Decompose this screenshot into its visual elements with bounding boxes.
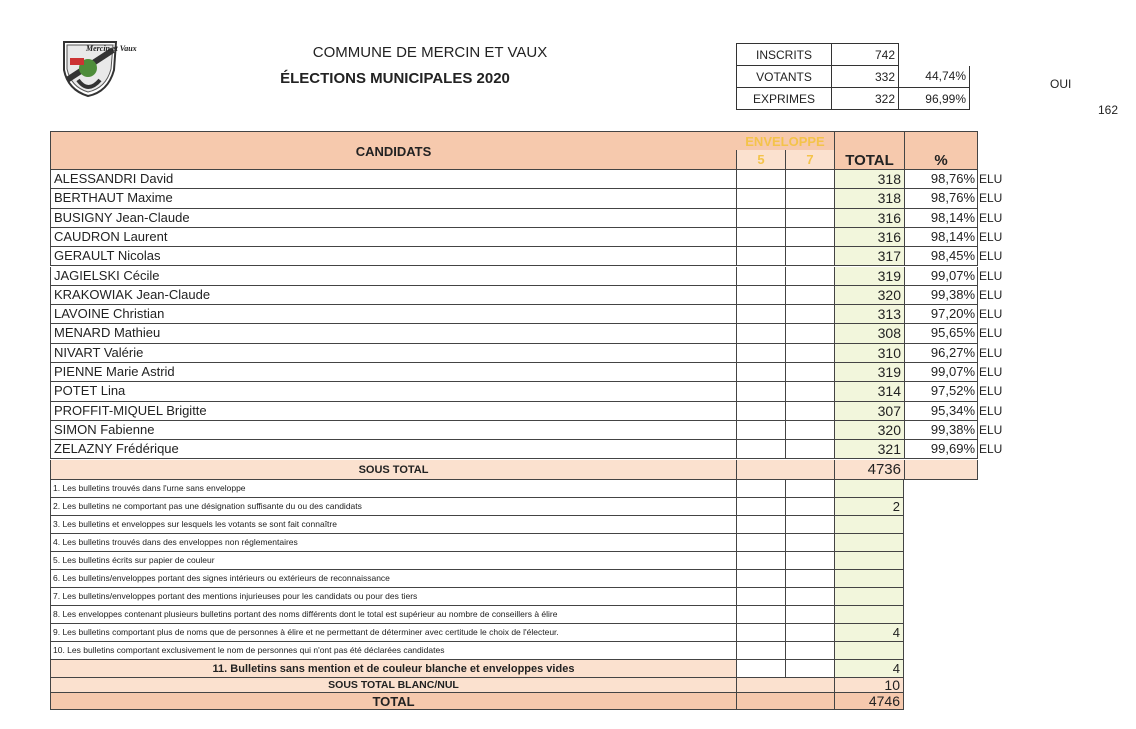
enveloppe-7-cell — [785, 402, 834, 421]
blanc-label: 11. Bulletins sans mention et de couleur blanche et enveloppes vides — [50, 660, 736, 678]
inscrits-label: INSCRITS — [737, 44, 832, 66]
candidate-total: 316 — [834, 209, 904, 228]
sous-total-env — [736, 460, 834, 480]
nul-reason-value: 4 — [834, 624, 904, 642]
nul-reason-value — [834, 588, 904, 606]
candidate-name: PIENNE Marie Astrid — [50, 363, 736, 382]
candidate-total: 307 — [834, 402, 904, 421]
oui-value: 162 — [1098, 103, 1119, 117]
enveloppe-7-cell — [785, 421, 834, 440]
sous-total-label: SOUS TOTAL — [50, 460, 736, 480]
candidate-status: ELU — [979, 384, 1003, 399]
candidate-status: ELU — [979, 403, 1003, 418]
sous-total-blanc-label: SOUS TOTAL BLANC/NUL — [50, 678, 736, 693]
nul-reason-label: 1. Les bulletins trouvés dans l'urne sans enveloppe — [50, 480, 736, 498]
nul-env-7 — [785, 624, 834, 642]
candidate-status: ELU — [979, 345, 1003, 360]
exprimes-value: 322 — [832, 88, 899, 110]
enveloppe-7-cell — [785, 305, 834, 324]
candidate-pct: 99,07% — [904, 363, 978, 382]
enveloppe-7-cell — [785, 170, 834, 189]
summary-row-votants — [737, 66, 970, 88]
nul-reason-value — [834, 516, 904, 534]
candidate-name: ZELAZNY Frédérique — [50, 440, 736, 459]
sous-total-value: 4736 — [834, 460, 904, 480]
enveloppe-5-cell — [736, 247, 785, 266]
candidate-status: ELU — [979, 307, 1003, 322]
candidate-total: 320 — [834, 286, 904, 305]
candidate-status: ELU — [979, 422, 1003, 437]
summary-row-exprimes — [737, 88, 970, 110]
exprimes-label: EXPRIMES — [737, 88, 832, 110]
enveloppe-7-cell — [785, 382, 834, 401]
candidate-name: LAVOINE Christian — [50, 305, 736, 324]
logo-text: Mercin et Vaux — [86, 44, 137, 53]
candidate-pct: 99,38% — [904, 286, 978, 305]
candidate-pct: 99,38% — [904, 421, 978, 440]
candidate-pct: 98,76% — [904, 189, 978, 208]
enveloppe-5-cell — [736, 421, 785, 440]
enveloppe-7-cell — [785, 324, 834, 343]
nul-env-5 — [736, 606, 785, 624]
candidate-name: KRAKOWIAK Jean-Claude — [50, 286, 736, 305]
candidate-total: 321 — [834, 440, 904, 459]
nul-reason-label: 8. Les enveloppes contenant plusieurs bulletins portant des noms différents dont le total est supérieur au nombre de conseillers à élire — [50, 606, 736, 624]
nul-reason-value — [834, 480, 904, 498]
candidate-status: ELU — [979, 229, 1003, 244]
sous-total-blanc-value: 10 — [834, 678, 904, 693]
nul-reason-label: 9. Les bulletins comportant plus de noms que de personnes à élire et ne permettant de déterminer avec certitude le choix de l'électeur. — [50, 624, 736, 642]
nul-env-5 — [736, 570, 785, 588]
nul-env-5 — [736, 552, 785, 570]
grand-total-env — [736, 693, 834, 710]
blanc-env-5 — [736, 660, 785, 678]
candidate-total: 318 — [834, 170, 904, 189]
candidate-pct: 98,45% — [904, 247, 978, 266]
candidate-status: ELU — [979, 249, 1003, 264]
candidate-pct: 97,52% — [904, 382, 978, 401]
nul-env-5 — [736, 534, 785, 552]
candidate-pct: 95,34% — [904, 402, 978, 421]
nul-reason-label: 4. Les bulletins trouvés dans des enveloppes non réglementaires — [50, 534, 736, 552]
candidate-pct: 97,20% — [904, 305, 978, 324]
nul-reason-label: 2. Les bulletins ne comportant pas une désignation suffisante du ou des candidats — [50, 498, 736, 516]
enveloppe-5-cell — [736, 344, 785, 363]
nul-env-5 — [736, 498, 785, 516]
enveloppe-5-cell — [736, 189, 785, 208]
nul-reason-label: 7. Les bulletins/enveloppes portant des mentions injurieuses pour les candidats ou pour des tiers — [50, 588, 736, 606]
oui-label: OUI — [1050, 77, 1072, 91]
nul-env-5 — [736, 516, 785, 534]
candidate-total: 319 — [834, 267, 904, 286]
nul-env-5 — [736, 480, 785, 498]
nul-reason-label: 3. Les bulletins et enveloppes sur lesquels les votants se sont fait connaître — [50, 516, 736, 534]
summary-row-inscrits — [737, 44, 970, 66]
candidate-total: 316 — [834, 228, 904, 247]
votants-label: VOTANTS — [737, 66, 832, 88]
blanc-value: 4 — [834, 660, 904, 678]
enveloppe-header: ENVELOPPE — [736, 131, 834, 150]
grand-total-label: TOTAL — [50, 693, 736, 710]
nul-env-7 — [785, 588, 834, 606]
enveloppe-5-cell — [736, 324, 785, 343]
total-header: TOTAL — [834, 131, 904, 170]
nul-env-5 — [736, 624, 785, 642]
nul-env-5 — [736, 642, 785, 660]
exprimes-pct: 96,99% — [899, 88, 970, 110]
pct-header: % — [904, 131, 978, 170]
candidate-status: ELU — [979, 365, 1003, 379]
candidate-name: NIVART Valérie — [50, 344, 736, 363]
candidate-total: 317 — [834, 247, 904, 266]
enveloppe-5-cell — [736, 228, 785, 247]
candidate-name: ALESSANDRI David — [50, 170, 736, 189]
nul-env-7 — [785, 642, 834, 660]
sous-total-blanc-env — [736, 678, 834, 693]
candidate-pct: 98,76% — [904, 170, 978, 189]
candidats-header: CANDIDATS — [50, 131, 736, 170]
nul-reason-value — [834, 534, 904, 552]
enveloppe-7-cell — [785, 209, 834, 228]
candidate-pct: 96,27% — [904, 344, 978, 363]
enveloppe-7-cell — [785, 344, 834, 363]
candidate-status: ELU — [979, 442, 1003, 457]
grand-total-value: 4746 — [834, 693, 904, 710]
votants-pct: 44,74% — [899, 66, 970, 88]
enveloppe-7-cell — [785, 189, 834, 208]
nul-reason-value — [834, 606, 904, 624]
enveloppe-7-cell — [785, 440, 834, 459]
blanc-env-7 — [785, 660, 834, 678]
enveloppe-5-cell — [736, 170, 785, 189]
sous-total-pct — [904, 460, 978, 480]
enveloppe-5-cell — [736, 402, 785, 421]
candidate-total: 310 — [834, 344, 904, 363]
nul-reason-value — [834, 642, 904, 660]
summary-table — [736, 43, 970, 110]
enveloppe-7-cell — [785, 286, 834, 305]
enveloppe-col-7: 7 — [785, 150, 834, 170]
candidate-pct: 99,07% — [904, 267, 978, 286]
enveloppe-5-cell — [736, 305, 785, 324]
nul-env-7 — [785, 606, 834, 624]
candidate-name: SIMON Fabienne — [50, 421, 736, 440]
candidate-total: 314 — [834, 382, 904, 401]
nul-env-7 — [785, 480, 834, 498]
candidate-total: 313 — [834, 305, 904, 324]
nul-env-7 — [785, 570, 834, 588]
nul-reason-label: 5. Les bulletins écrits sur papier de couleur — [50, 552, 736, 570]
enveloppe-7-cell — [785, 228, 834, 247]
nul-reason-value: 2 — [834, 498, 904, 516]
candidate-status: ELU — [979, 210, 1003, 225]
candidate-name: GERAULT Nicolas — [50, 247, 736, 266]
candidate-name: JAGIELSKI Cécile — [50, 267, 736, 286]
candidate-name: MENARD Mathieu — [50, 324, 736, 343]
commune-title: COMMUNE DE MERCIN ET VAUX — [312, 44, 548, 61]
candidate-status: ELU — [979, 172, 1003, 186]
candidate-status: ELU — [979, 268, 1003, 283]
nul-reason-label: 6. Les bulletins/enveloppes portant des signes intérieurs ou extérieurs de reconnaissance — [50, 570, 736, 588]
enveloppe-5-cell — [736, 382, 785, 401]
nul-reason-label: 10. Les bulletins comportant exclusivement le nom de personnes qui n'ont pas été déclarées candidates — [50, 642, 736, 660]
candidate-total: 318 — [834, 189, 904, 208]
candidate-name: PROFFIT-MIQUEL Brigitte — [50, 402, 736, 421]
inscrits-value: 742 — [832, 44, 899, 66]
enveloppe-5-cell — [736, 440, 785, 459]
candidate-status: ELU — [979, 326, 1003, 341]
candidate-name: CAUDRON Laurent — [50, 228, 736, 247]
candidate-name: BERTHAUT Maxime — [50, 189, 736, 208]
candidate-pct: 98,14% — [904, 209, 978, 228]
nul-env-7 — [785, 516, 834, 534]
candidate-pct: 99,69% — [904, 440, 978, 459]
enveloppe-7-cell — [785, 363, 834, 382]
nul-env-7 — [785, 552, 834, 570]
candidate-name: BUSIGNY Jean-Claude — [50, 209, 736, 228]
commune-logo — [58, 40, 137, 98]
enveloppe-col-5: 5 — [736, 150, 785, 170]
nul-env-7 — [785, 498, 834, 516]
candidate-total: 320 — [834, 421, 904, 440]
candidate-status: ELU — [979, 191, 1003, 206]
election-title: ÉLECTIONS MUNICIPALES 2020 — [280, 70, 510, 87]
candidate-total: 308 — [834, 324, 904, 343]
enveloppe-5-cell — [736, 363, 785, 382]
candidate-status: ELU — [979, 287, 1003, 302]
nul-reason-value — [834, 552, 904, 570]
candidate-total: 319 — [834, 363, 904, 382]
enveloppe-7-cell — [785, 247, 834, 266]
nul-reason-value — [834, 570, 904, 588]
candidate-name: POTET Lina — [50, 382, 736, 401]
enveloppe-5-cell — [736, 286, 785, 305]
candidate-pct: 98,14% — [904, 228, 978, 247]
candidate-pct: 95,65% — [904, 324, 978, 343]
enveloppe-5-cell — [736, 267, 785, 286]
nul-env-7 — [785, 534, 834, 552]
enveloppe-5-cell — [736, 209, 785, 228]
enveloppe-7-cell — [785, 267, 834, 286]
votants-value: 332 — [832, 66, 899, 88]
nul-env-5 — [736, 588, 785, 606]
